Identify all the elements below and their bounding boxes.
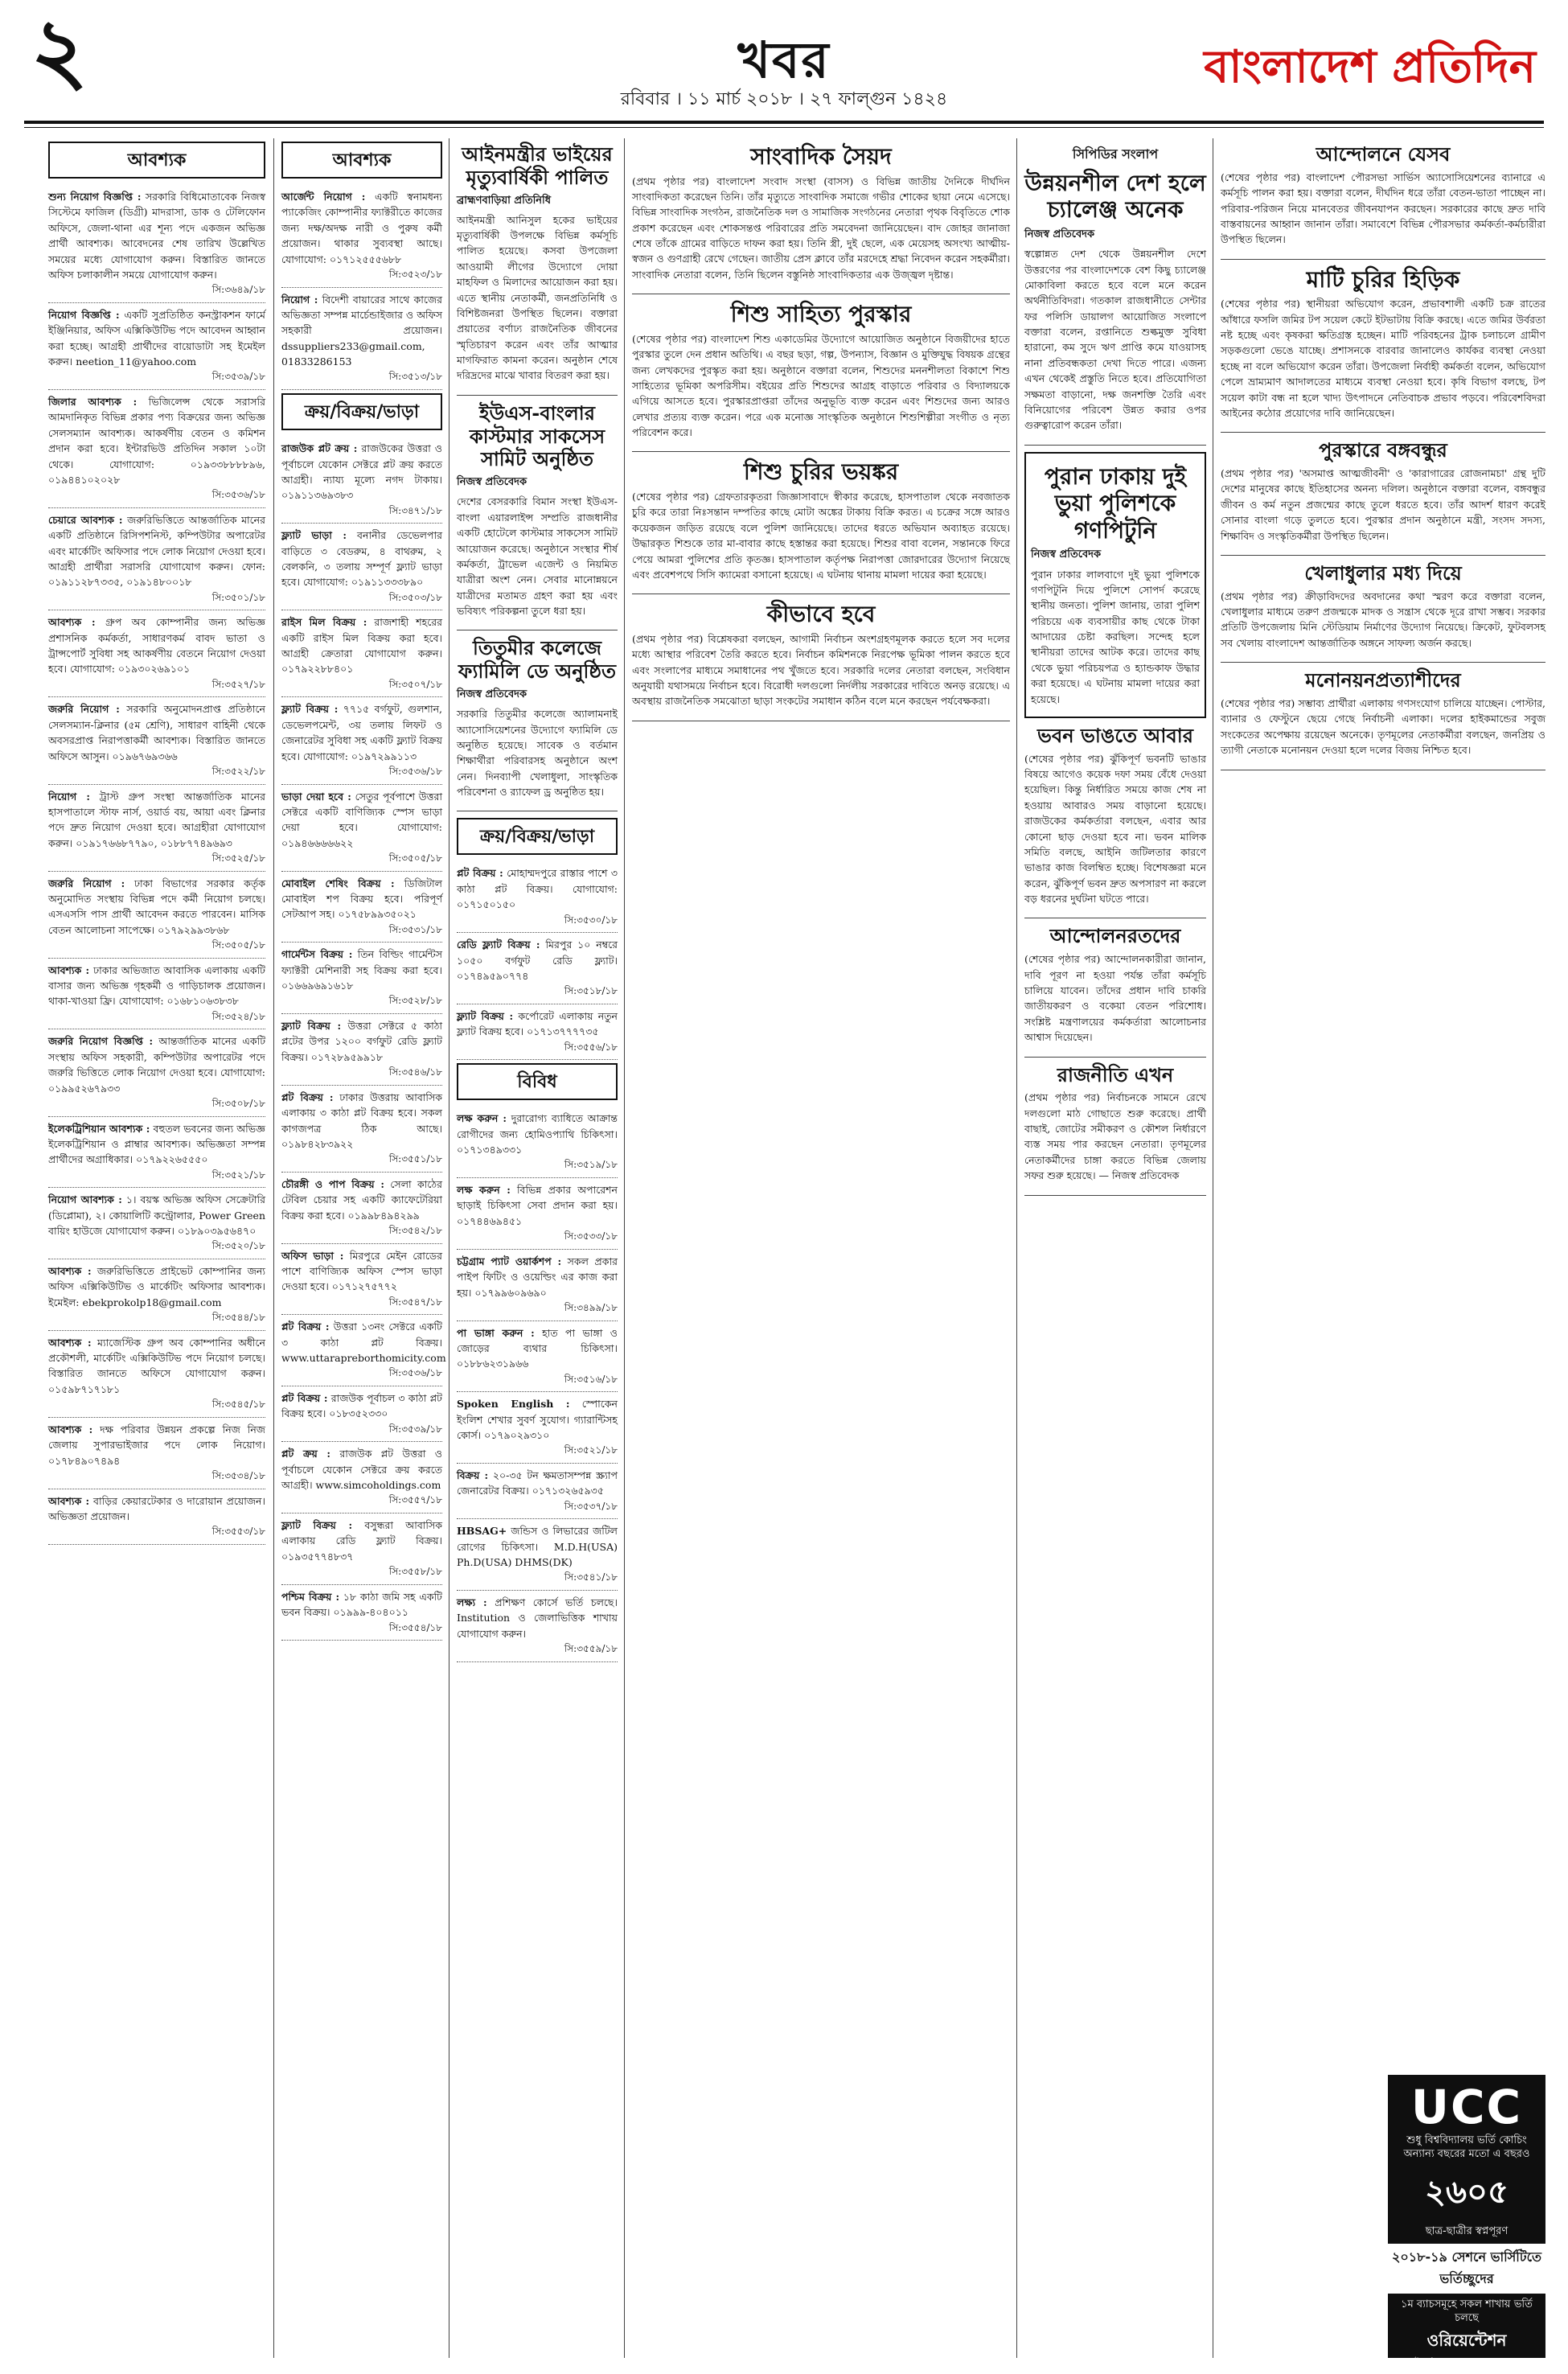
ad-text: ঢাকা বিভাগের সরকার কর্তৃক অনুমোদিত সংস্থায় বিভিন্ন পদে কর্মী নিয়োগ চলছে। এসএসসি পাস প্রার্থী আবেদন করতে পারবেন। মাসিক বেতন আলোচনা সাপেক্ষে। ০১৭৯২৯৯৩৮৬৮	[48, 877, 265, 936]
ad-code: সি:৩৫২৪/১৮	[211, 1010, 265, 1022]
ad-text: সরকারি অনুমোদনপ্রাপ্ত প্রতিষ্ঠানে সেলসম্যান-ক্লিনার (৫ম শ্রেণি), সাধারণ বাহিনী থেকে অবসরপ্রাপ্ত নিরাপত্তাকর্মী আবশ্যক। বিস্তারিত জানতে অফিসে আসুন। ০১৯৬৭৬৯৩৬৬	[48, 703, 265, 762]
classified-ad	[457, 1392, 618, 1464]
classified-ad	[281, 1442, 442, 1514]
ad-text: দক্ষ পরিবার উন্নয়ন প্রকল্পে নিজ নিজ জেলায় সুপারভাইজার পদে লোক নিয়োগ। ০১৭৮৪৯০৭৪৯৪	[48, 1423, 265, 1467]
ad-text: উত্তরা সেক্টরে ৫ কাঠা প্লটের উপর ১২০০ বর্গফুট রেডি ফ্ল্যাট বিক্রয়। ০১৭২৮৯৫৯৯১৮	[281, 1020, 443, 1063]
ad-code: সি:৩৫০৭/১৮	[388, 678, 442, 690]
ad-lead: জরুরি নিয়োগ :	[48, 877, 125, 889]
ucc-hotline: হট লাইন: 01847066362-71	[1410, 2357, 1524, 2368]
ad-lead: নিয়োগ আবশ্যক :	[48, 1193, 122, 1206]
ad-text: রাজউক প্লট উত্তরা ও পূর্বাচলে যেকোন সেক্টরে ক্রয় করতে আগ্রহী। www.simcoholdings.com	[281, 1448, 442, 1492]
classified-ad	[457, 1519, 618, 1591]
news-story	[1024, 452, 1206, 718]
ucc-tagline: শুধু বিশ্ববিদ্যালয় ভর্তি কোচিং	[1406, 2134, 1527, 2146]
ad-code: সি:৩৫২৭/১৮	[211, 678, 265, 690]
news-story	[1024, 1064, 1206, 1196]
story-body: (শেষের পৃষ্ঠার পর) বাংলাদেশ শিশু একাডেমির উদ্যোগে আয়োজিত অনুষ্ঠানে বিজয়ীদের হাতে পুরস্কার তুলে দেন প্রধান অতিথি। এ বছর ছড়া, গল্প, উপন্যাস, বিজ্ঞান ও মুক্তিযুদ্ধ বিষয়ক গ্রন্থের জন্য লেখকদের পুরস্কৃত করা হয়। অনুষ্ঠানে বক্তারা বলেন, শিশুদের মননশীলতা বিকাশে শিশু সাহিত্যের ভূমিকা অপরিসীম। বইয়ের প্রতি শিশুদের আগ্রহ বাড়াতে পরিবার ও বিদ্যালয়কে এগিয়ে আসতে হবে। পুরস্কারপ্রাপ্তরা তাঁদের অনুভূতি ব্যক্ত করেন এবং শিশুদের জন্য আরও লেখার প্রত্যয় ব্যক্ত করেন। পরে এক মনোজ্ঞ সাংস্কৃতিক অনুষ্ঠানে শিশুশিল্পীরা সংগীত ও নৃত্য পরিবেশন করে।	[632, 332, 1010, 439]
ad-code: সি:৩৫০৫/১৮	[211, 939, 265, 951]
story-headline: আইনমন্ত্রীর ভাইয়ের মৃত্যুবার্ষিকী পালিত	[462, 142, 613, 189]
ad-text: মিরপুর ১০ নম্বরে ১০৫০ বর্গফুট রেডি ফ্ল্যাট। ০১৭৪৯৫৯০৭৭৪	[457, 939, 618, 982]
ad-text: সকল প্রকার পাইপ ফিটিং ও ওয়েল্ডিং এর কাজ করা হয়। ০১৭৯৯৬০৯৬৯০	[457, 1255, 618, 1299]
classified-ad	[281, 185, 442, 287]
ad-text: আন্তর্জাতিক মানের একটি সংস্থায় অফিস সহকারী, কম্পিউটার অপারেটর পদে জরুরি ভিত্তিতে লোক নিয়োগ দেওয়া হবে। যোগাযোগ: ০১৯৯৫২৬৭৯৩৩	[48, 1035, 265, 1095]
classified-ad	[457, 1464, 618, 1519]
story-body: পুরান ঢাকার লালবাগে দুই ভুয়া পুলিশকে গণপিটুনি দিয়ে পুলিশে সোপর্দ করেছে স্থানীয় জনতা। পুলিশ জানায়, তারা পুলিশ পরিচয়ে এক ব্যবসায়ীর কাছ থেকে টাকা আদায়ের চেষ্টা করছিল। সন্দেহ হলে স্থানীয়রা তাদের আটক করে। তাদের কাছ থেকে ভুয়া পরিচয়পত্র ও হ্যান্ডকাফ উদ্ধার করা হয়েছে। এ ঘটনায় মামলা দায়ের করা হয়েছে।	[1031, 568, 1200, 705]
ad-lead: ফ্ল্যাট বিক্রয় :	[281, 1519, 353, 1532]
ad-text: রাজউকের উত্তরা ও পূর্বাচলে যেকোন সেক্টরে প্লট ক্রয় করতে আগ্রহী। ন্যায্য মূল্যে নগদ টাকায়। ০১৯১১৩৬৯৩৮৩	[281, 442, 442, 502]
ad-lead: লক্ষ করুন :	[457, 1184, 511, 1197]
classified-ad	[281, 1315, 446, 1386]
story-headline: ভবন ভাঙতে আবার	[1037, 723, 1193, 747]
ad-text: ট্রাস্ট গ্রুপ সংস্থা আন্তর্জাতিক মানের হাসপাতালে স্টাফ নার্স, ওয়ার্ড বয়, আয়া এবং ক্লিনার পদে দ্রুত নিয়োগ দেওয়া হবে। আগ্রহীরা যোগাযোগ করুন। ০১৯১৭৬৬৮৭৭৯০, ০১৮৮৭৭৪৯৬৯৩	[48, 790, 265, 849]
story-body: সরকারি তিতুমীর কলেজে অ্যালামনাই অ্যাসোসিয়েশনের উদ্যোগে ফ্যামিলি ডে অনুষ্ঠিত হয়েছে। সাবেক ও বর্তমান শিক্ষার্থীরা পরিবারসহ অনুষ্ঠানে অংশ নেন। দিনব্যাপী খেলাধুলা, সাংস্কৃতিক পরিবেশনা ও র‌্যাফেল ড্র অনুষ্ঠিত হয়।	[457, 708, 618, 798]
story-headline: আন্দোলনরতদের	[1049, 924, 1181, 948]
classified-ad	[48, 785, 265, 872]
classified-ad	[48, 1117, 265, 1189]
ad-text: সেলা কাঠের টেবিল চেয়ার সহ একটি ক্যাফেটেরিয়া বিক্রয় করা হবে। ০১৯৯৮৪৯৪২৯৯	[281, 1177, 442, 1222]
classified-column-1	[48, 138, 265, 2358]
ad-lead: আবশ্যক :	[48, 616, 96, 629]
section-title: খবর	[737, 31, 831, 89]
story-body: (প্রথম পৃষ্ঠার পর) বিশ্লেষকরা বলছেন, আগামী নির্বাচন অংশগ্রহণমূলক করতে হলে সব দলের মধ্যে আস্থার পরিবেশ তৈরি করতে হবে। নির্বাচন কমিশনকে নিরপেক্ষ ভূমিকা পালন করতে হবে এবং সংলাপের মাধ্যমে সমাধানের পথ খুঁজতে হবে। সরকারি দলের নেতারা বলছেন, সংবিধান অনুযায়ী যথাসময়ে নির্বাচন হবে। বিরোধী দলগুলো নির্দলীয় সরকারের দাবিতে অনড় রয়েছে। এ অবস্থায় রাজনৈতিক সমঝোতা ছাড়া সংকটের সমাধান কঠিন বলে মনে করছেন পর্যবেক্ষকরা।	[632, 632, 1010, 708]
ad-text: স্পোকেন ইংলিশ শেখার সুবর্ণ সুযোগ। গ্যারান্টিসহ কোর্স। ০১৭৯০২৯৩১০	[457, 1398, 618, 1441]
category-heading: ক্রয়/বিক্রয়/ভাড়া	[457, 818, 618, 855]
ad-code: সি:৩৫৪৪/১৮	[211, 1312, 265, 1324]
ucc-admission-line: ১ম ব্যাচসমূহে সকল শাখায় ভর্তি চলছে	[1401, 2298, 1533, 2324]
ad-text: মিরপুরে মেইন রোডের পাশে বাণিজ্যিক অফিস স্পেস ভাড়া দেওয়া হবে। ০১৭১২৭৫৭৭২	[281, 1249, 442, 1293]
ad-lead: ইলেকট্রিশিয়ান আবশ্যক :	[48, 1122, 150, 1135]
ad-lead: প্লট বিক্রয় :	[281, 1392, 328, 1404]
story-headline: পুরস্কারে বঙ্গবন্ধুর	[1319, 438, 1447, 462]
news-story	[1221, 562, 1545, 663]
ad-text: উত্তরা ১৩নং সেক্টরে একটি ৩ কাঠা প্লট বিক্রয়। www.uttarapreborthomicity.com	[281, 1320, 446, 1365]
classified-ad	[48, 1489, 265, 1545]
story-headline: সাংবাদিক সৈয়দ	[750, 143, 892, 170]
ad-code: সি:৩৫০১/১৮	[211, 591, 265, 603]
story-headline: রাজনীতি এখন	[1057, 1062, 1174, 1086]
masthead	[0, 0, 1568, 129]
ad-lead: লক্ষ্য :	[457, 1596, 487, 1608]
ad-lead: Spoken English :	[457, 1398, 570, 1411]
ad-text: ১। বয়স্ক অভিজ্ঞ অফিস সেক্রেটারি (ডিপ্লোমা), ২। কোয়ালিটি কন্ট্রোলার, Power Green বায়িং হাউজে যোগাযোগ করুন। ০১৮৯০৩৯৫৬৪৭০	[48, 1193, 265, 1237]
classified-column-2	[281, 138, 446, 2358]
classified-ad	[281, 1386, 442, 1442]
ad-lead: ফ্ল্যাট বিক্রয় :	[281, 1020, 342, 1033]
classified-ad	[281, 1086, 442, 1173]
story-body: (শেষের পৃষ্ঠার পর) সম্ভাব্য প্রার্থীরা এলাকায় গণসংযোগ চালিয়ে যাচ্ছেন। পোস্টার, ব্যানার ও ফেস্টুনে ছেয়ে গেছে নির্বাচনী এলাকা। দলের হাইকমান্ডের সবুজ সংকেতের অপেক্ষায় রয়েছেন অনেকে। তৃণমূলের নেতাকর্মীরা বলছেন, জনপ্রিয় ও ত্যাগী নেতাকে মনোনয়ন দেওয়া হলে দলের বিজয় নিশ্চিত হবে।	[1221, 697, 1545, 757]
story-body: (শেষের পৃষ্ঠার পর) ঝুঁকিপূর্ণ ভবনটি ভাঙার বিষয়ে আগেও কয়েক দফা সময় বেঁধে দেওয়া হয়েছিল। কিন্তু নির্ধারিত সময়ে কাজ শেষ না হওয়ায় আবারও সময় বাড়ানো হয়েছে। রাজউকের কর্মকর্তারা বলছেন, এবার আর কোনো ছাড় দেওয়া হবে না। ভবন মালিক সমিতি বলছে, আইনি জটিলতার কারণে ভাঙার কাজ বিলম্বিত হচ্ছে। বিশেষজ্ঞরা মনে করেন, ঝুঁকিপূর্ণ ভবন দ্রুত অপসারণ না করলে বড় ধরনের দুর্ঘটনা ঘটতে পারে।	[1024, 752, 1206, 906]
ad-code: সি:৩৫২৮/১৮	[388, 995, 442, 1007]
ad-lead: ফ্ল্যাট বিক্রয় :	[457, 1009, 514, 1022]
column-divider	[1016, 138, 1017, 2358]
story-headline: শিশু সাহিত্য পুরস্কার	[730, 301, 912, 328]
ad-code: সি:৩৫১৩/১৮	[388, 371, 442, 383]
classified-ad	[48, 390, 265, 508]
ad-text: জরুরিভিত্তিতে আন্তর্জাতিক মানের একটি প্রতিষ্ঠানে রিসিপশনিস্ট, কম্পিউটার অপারেটর এবং মার্কেটিং অফিসার পদে লোক নিয়োগ দেওয়া হবে। আগ্রহী প্রার্থীরা সরাসরি যোগাযোগ করুন। ফোন: ০১৯১১২৮৭৩৩৫, ০১৯১৪৮০০১৮	[48, 513, 265, 589]
ad-lead: জিলার আবশ্যক :	[48, 396, 138, 409]
ad-lead: আবশ্যক :	[48, 1423, 93, 1435]
ad-lead: প্লট ক্রয় :	[281, 1448, 331, 1460]
ad-lead: HBSAG+	[457, 1525, 507, 1538]
ad-lead: নিয়োগ :	[281, 293, 318, 306]
ad-code: সি:৩৫৩৬/১৮	[388, 1367, 442, 1379]
classified-ad	[457, 1004, 618, 1060]
ad-code: সি:৩৫৪২/১৮	[388, 1224, 442, 1236]
news-story	[1221, 143, 1545, 260]
ad-code: সি:৩৫৪১/১৮	[564, 1571, 618, 1583]
ad-code: সি:৩৪৭১/১৮	[388, 504, 442, 516]
story-headline: খেলাধুলার মধ্য দিয়ে	[1304, 561, 1462, 585]
ad-text: বাড়ির কেয়ারটেকার ও দারোয়ান প্রয়োজন। অভিজ্ঞতা প্রয়োজন।	[48, 1494, 265, 1522]
ad-code: সি:৩৫৩৭/১৮	[564, 1500, 618, 1512]
classified-ad	[281, 1014, 442, 1086]
ad-lead: আবশ্যক :	[48, 1336, 92, 1349]
ad-text: জরুরিভিত্তিতে প্রাইভেট কোম্পানির জন্য অফিস এক্সিকিউটিভ ও মার্কেটিং অফিসার আবশ্যক। ইমেইল: ebekprokolp18@gmail.com	[48, 1264, 265, 1308]
ad-code: সি:৩৫৫৪/১৮	[388, 1621, 442, 1633]
ad-text: ডিজিটাল মোবাইল শপ বিক্রয় হবে। পরিপূর্ণ সেটআপ সহ। ০১৭৫৮৯৯৩৫০২১	[281, 877, 442, 921]
story-headline: ইউএস-বাংলার কাস্টমার সাকসেস সামিট অনুষ্ঠিত	[469, 400, 605, 471]
ad-lead: রেডি ফ্ল্যাট বিক্রয় :	[457, 939, 540, 951]
ad-code: সি:৩৫০৫/১৮	[388, 852, 442, 864]
ad-lead: প্লট বিক্রয় :	[457, 867, 503, 880]
ad-text: সেতুর পূর্বপাশে উত্তরা সেক্টরে একটি বাণিজ্যিক স্পেস ভাড়া দেয়া হবে। যোগাযোগ: ০১৯৪৬৬৬৬৬২২	[281, 790, 442, 849]
classified-ad	[281, 872, 442, 943]
ad-text: রাজউক পূর্বাচল ৩ কাঠা প্লট বিক্রয় হবে। ০১৮৩৫২৩৩০	[281, 1392, 442, 1420]
ad-code: সি:৩৫৩৯/১৮	[388, 1423, 442, 1435]
ad-text: বিদেশী বায়ারের সাথে কাজের অভিজ্ঞতা সম্পন্ন মার্চেন্ডাইজার ও অফিস সহকারী প্রয়োজন। dssuppliers233@gmail.com, 01833286153	[281, 293, 442, 368]
news-story	[1221, 669, 1545, 770]
ad-lead: অফিস ভাড়া :	[281, 1249, 344, 1262]
ad-lead: চৌরঙ্গী ও পাপ বিক্রয় :	[281, 1177, 384, 1190]
story-headline: উন্নয়নশীল দেশ হলে চ্যালেঞ্জ অনেক	[1024, 169, 1206, 224]
ad-lead: চট্টগ্রাম প্যাট ওয়ার্কশপ :	[457, 1255, 562, 1267]
news-story	[1024, 725, 1206, 919]
classified-ad	[281, 1585, 442, 1641]
ad-code: সি:৩৫৩৬/১৮	[388, 765, 442, 777]
ad-code: সি:৩৫৪৭/১৮	[388, 1296, 442, 1308]
story-byline: নিজস্ব প্রতিবেদক	[1024, 228, 1095, 240]
ad-code: সি:৩৫২১/১৮	[211, 1169, 265, 1181]
classified-ad	[48, 959, 265, 1030]
ad-lead: ফ্ল্যাট ভাড়া :	[281, 529, 347, 542]
classified-ad	[457, 1107, 618, 1178]
ad-lead: আবশ্যক :	[48, 1264, 92, 1277]
classified-ad	[281, 524, 442, 610]
masthead-rule-thin	[24, 127, 1544, 128]
ad-code: সি:৩৬৪৯/১৮	[211, 284, 265, 296]
ad-text: গ্রুপ অব কোম্পানীর জন্য অভিজ্ঞ প্রশাসনিক কর্মকর্তা, সাধারণকর্ম বাবদ ভাতা ও ট্রান্সপোর্ট সুবিধা সহ আকর্ষণীয় বেতনে নিয়োগ দেওয়া হবে। যোগাযোগ: ০১৯৩০২৬৯১০১	[48, 616, 265, 676]
ad-lead: আবশ্যক :	[48, 1494, 90, 1507]
ad-code: সি:৩৫৪৬/১৮	[388, 1066, 442, 1078]
ad-code: সি:৩৪৯৯/১৮	[564, 1301, 618, 1313]
ucc-orientation: ওরিয়েন্টেশন	[1426, 2331, 1507, 2351]
ad-lead: পশ্চিম বিক্রয় :	[281, 1590, 340, 1603]
ad-lead: বিক্রয় :	[457, 1468, 489, 1481]
column-divider	[273, 138, 274, 2358]
classified-ad	[281, 1244, 442, 1316]
news-story	[1024, 145, 1206, 446]
ad-lead: নিয়োগ বিজ্ঞপ্তি :	[48, 308, 120, 321]
classified-ad	[457, 1321, 618, 1393]
news-story	[632, 143, 1010, 294]
ad-text: ২০-৩৫ টন ক্ষমতাসম্পন্ন স্ক্র্যাপ জেনারেটর বিক্রয়। ০১৭১৩২৬৫৯৩৫	[457, 1468, 618, 1497]
story-byline: ব্রাহ্মণবাড়িয়া প্রতিনিধি	[457, 194, 552, 207]
news-story	[632, 301, 1010, 452]
story-body: (প্রথম পৃষ্ঠার পর) ক্রীড়াবিদদের অবদানের কথা স্মরণ করে বক্তারা বলেন, খেলাধুলার মাধ্যমে তরুণ প্রজন্মকে মাদক ও সন্ত্রাস থেকে দূরে রাখা সম্ভব। সরকার প্রতিটি উপজেলায় মিনি স্টেডিয়াম নির্মাণের উদ্যোগ নিয়েছে। ক্রিকেট, ফুটবলসহ সব খেলায় বাংলাদেশ আন্তর্জাতিক অঙ্গনে সাফল্য অর্জন করছে।	[1221, 589, 1545, 649]
ad-code: সি:৩৫৩১/১৮	[388, 923, 442, 935]
story-body: আইনমন্ত্রী আনিসুল হকের ভাইয়ের মৃত্যুবার্ষিকী উপলক্ষে বিভিন্ন কর্মসূচি পালিত হয়েছে। কসবা উপজেলা আওয়ামী লীগের উদ্যোগে দোয়া মাহফিল ও মিলাদের আয়োজন করা হয়। এতে স্থানীয় নেতাকর্মী, জনপ্রতিনিধি ও বিশিষ্টজনরা উপস্থিত ছিলেন। বক্তারা প্রয়াতের বর্ণাঢ্য রাজনৈতিক জীবনের স্মৃতিচারণ করেন এবং তাঁর আত্মার মাগফিরাত কামনা করেন। অনুষ্ঠান শেষে দরিদ্রদের মাঝে খাবার বিতরণ করা হয়।	[457, 213, 618, 382]
classified-ad	[48, 508, 265, 610]
classified-ad	[48, 872, 265, 959]
ad-code: সি:৩৫২৩/১৮	[388, 268, 442, 280]
ad-text: ১৮ কাঠা জমি সহ একটি ভবন বিক্রয়। ০১৯৯৯-৪০৪০১১	[281, 1590, 442, 1619]
story-body: স্বল্পোন্নত দেশ থেকে উন্নয়নশীল দেশে উত্তরণের পর বাংলাদেশকে বেশ কিছু চ্যালেঞ্জ মোকাবিলা করতে হবে বলে মনে করেন অর্থনীতিবিদরা। গতকাল রাজধানীতে সেন্টার ফর পলিসি ডায়ালগ আয়োজিত সংলাপে বক্তারা বলেন, রপ্তানিতে শুল্কমুক্ত সুবিধা হারানো, কম সুদে ঋণ প্রাপ্তি কমে যাওয়াসহ নানা প্রতিবন্ধকতা দেখা দিতে পারে। এজন্য এখন থেকেই প্রস্তুতি নিতে হবে। প্রতিযোগিতা সক্ষমতা বাড়ানো, দক্ষ জনশক্তি তৈরি এবং বিনিয়োগের পরিবেশ উন্নত করার ওপর গুরুত্বারোপ করেন তাঁরা।	[1024, 248, 1206, 432]
ad-lead: গার্মেন্টস বিক্রয় :	[281, 948, 353, 961]
story-body: (প্রথম পৃষ্ঠার পর) নির্বাচনকে সামনে রেখে দলগুলো মাঠ গোছাতে শুরু করেছে। প্রার্থী বাছাই, জোটের সমীকরণ ও কৌশল নির্ধারণে ব্যস্ত সময় পার করছেন নেতারা। তৃণমূলের নেতাকর্মীদের চাঙ্গা করতে বিভিন্ন জেলায় সফর শুরু হয়েছে। — নিজস্ব প্রতিবেদক	[1024, 1091, 1206, 1182]
classified-ad	[457, 1591, 618, 1662]
ad-code: সি:৩৫১৮/১৮	[564, 985, 618, 997]
classified-ad	[281, 697, 442, 784]
ad-lead: লক্ষ করুন :	[457, 1112, 507, 1125]
ad-text: কর্পোরেট এলাকায় নতুন ফ্ল্যাট বিক্রয় হবে। ০১৭১৩৭৭৭৭৩৫	[457, 1009, 618, 1038]
news-story	[1221, 439, 1545, 556]
ad-code: সি:৩৫২০/১৮	[211, 1240, 265, 1252]
ad-text: প্রশিক্ষণ কোর্সে ভর্তি চলছে। Institution ও জেলাভিত্তিক শাখায় যোগাযোগ করুন।	[457, 1596, 618, 1640]
classified-ad	[457, 933, 618, 1004]
ad-text: দুরারোগ্য ব্যাধিতে আক্রান্ত রোগীদের জন্য হোমিওপ্যাথি চিকিৎসা। ০১৭১৩৪৯৩৩১	[457, 1112, 618, 1156]
story-byline: নিজস্ব প্রতিবেদক	[457, 476, 527, 489]
ad-lead: শুন্য নিয়োগ বিজ্ঞপ্তি :	[48, 191, 142, 203]
story-headline: মাটি চুরির হিড়িক	[1306, 265, 1460, 293]
masthead-rule	[24, 121, 1544, 124]
ad-text: বিভিন্ন প্রকার অপারেশন ছাড়াই চিকিৎসা সেবা প্রদান করা হয়। ০১৭৪৪৬৯৪৫১	[457, 1184, 618, 1227]
story-headline: কীভাবে হবে	[766, 601, 876, 628]
ad-code: সি:৩৫৫১/১৮	[388, 1153, 442, 1165]
classified-ad	[48, 303, 265, 390]
story-body: (প্রথম পৃষ্ঠার পর) বাংলাদেশ সংবাদ সংস্থা (বাসস) ও বিভিন্ন জাতীয় দৈনিকে দীর্ঘদিন সাংবাদিকতা করেছেন তিনি। তাঁর মৃত্যুতে সাংবাদিক সমাজে গভীর শোকের ছায়া নেমে এসেছে। বিভিন্ন সাংবাদিক সংগঠন, রাজনৈতিক দল ও সামাজিক সংগঠনের নেতারা পৃথক বিবৃতিতে শোক প্রকাশ করেছেন এবং শোকসন্তপ্ত পরিবারের প্রতি সমবেদনা জানিয়েছেন। বাদ জোহর জানাজা শেষে তাঁকে গ্রামের বাড়িতে দাফন করা হয়। তিনি স্ত্রী, দুই ছেলে, এক মেয়েসহ অসংখ্য আত্মীয়-স্বজন ও গুণগ্রাহী রেখে গেছেন। জাতীয় প্রেস ক্লাবে তাঁর মরদেহে শ্রদ্ধা নিবেদন করেন সহকর্মীরা। সাংবাদিক নেতারা বলেন, তিনি ছিলেন বস্তুনিষ্ঠ সাংবাদিকতার এক উজ্জ্বল দৃষ্টান্ত।	[632, 175, 1010, 281]
ad-lead: প্লট বিক্রয় :	[281, 1320, 330, 1333]
story-headline: মনোনয়নপ্রত্যাশীদের	[1305, 668, 1461, 692]
ad-code: সি:৩৫১৯/১৮	[564, 1159, 618, 1171]
classified-ad	[48, 185, 265, 303]
ad-text: ভিজিলেন্স থেকে সরাসরি আমদানিকৃত বিভিন্ন প্রকার পণ্য বিক্রয়ের জন্য অভিজ্ঞ সেলসম্যান আবশ্যক। আকর্ষণীয় বেতন ও কমিশন প্রদান করা হবে। ইন্টারভিউ প্রতিদিন সকাল ১০টা থেকে। যোগাযোগ: ০১৯৩৩৮৮৮৮৯৬, ০১৯৪৪১০২০২৮	[48, 396, 266, 486]
story-headline: তিতুমীর কলেজে ফ্যামিলি ডে অনুষ্ঠিত	[458, 636, 617, 684]
story-byline: নিজস্ব প্রতিবেদক	[457, 688, 527, 700]
story-body: দেশের বেসরকারি বিমান সংস্থা ইউএস-বাংলা এয়ারলাইন্স সম্প্রতি রাজধানীর একটি হোটেলে কাস্টমার সাকসেস সামিট আয়োজন করেছে। অনুষ্ঠানে সংস্থার শীর্ষ কর্মকর্তা, ট্রাভেল এজেন্ট ও নিয়মিত যাত্রীরা অংশ নেন। সেবার মানোন্নয়নে যাত্রীদের মতামত গ্রহণ করা হয় এবং ভবিষ্যৎ পরিকল্পনা তুলে ধরা হয়।	[457, 495, 618, 618]
classified-ad	[281, 1514, 442, 1585]
ad-text: ম্যাজেস্টিক গ্রুপ অব কোম্পানির অধীনে প্রকৌশলী, মার্কেটিং এক্সিকিউটিভ পদে নিয়োগ চলছে। বিস্তারিত জানতে অফিসে যোগাযোগ করুন। ০১৫৯৮৭১৭১৮১	[48, 1336, 265, 1395]
ad-code: সি:৩৫৫৩/১৮	[211, 1526, 265, 1538]
ad-code: সি:৩৫৩৬/১৮	[211, 489, 265, 501]
ad-lead: জরুরি নিয়োগ বিজ্ঞপ্তি :	[48, 1035, 154, 1048]
classified-ad	[281, 610, 442, 697]
ad-text: বহুতল ভবনের জন্য অভিজ্ঞ ইলেকট্রিশিয়ান ও প্লাম্বার আবশ্যক। অভিজ্ঞতা সম্পন্ন প্রার্থীদের অগ্রাধিকার। ০১৭৯২২৬৫৫৫০	[48, 1122, 265, 1166]
classified-ad	[457, 1250, 618, 1321]
classified-ad	[48, 1259, 265, 1331]
story-body: (শেষের পৃষ্ঠার পর) আন্দোলনকারীরা জানান, দাবি পূরণ না হওয়া পর্যন্ত তাঁরা কর্মসূচি চালিয়ে যাবেন। তাঁদের প্রধান দাবি চাকরি জাতীয়করণ ও বকেয়া বেতন পরিশোধ। সংশ্লিষ্ট মন্ত্রণালয়ের কর্মকর্তারা আলোচনার আশ্বাস দিয়েছেন।	[1024, 953, 1206, 1044]
ad-code: সি:৩৫০৩/১৮	[388, 591, 442, 603]
story-body: (শেষের পৃষ্ঠার পর) গ্রেফতারকৃতরা জিজ্ঞাসাবাদে স্বীকার করেছে, হাসপাতাল থেকে নবজাতক চুরি করে তারা নিঃসন্তান দম্পতির কাছে মোটা অঙ্কের টাকায় বিক্রি করত। এ চক্রের সঙ্গে আরও কয়েকজন জড়িত রয়েছে বলে পুলিশ জানিয়েছে। তাদের ধরতে অভিযান অব্যাহত রয়েছে। উদ্ধারকৃত শিশুকে তার মা-বাবার কাছে হস্তান্তর করা হয়েছে। শিশুর বাবা বলেন, সন্তানকে ফিরে পেয়ে আমরা পুলিশের প্রতি কৃতজ্ঞ। হাসপাতাল কর্তৃপক্ষ নিরাপত্তা জোরদারের উদ্যোগ নিয়েছে এবং প্রবেশপথে সিসি ক্যামেরা বসানো হয়েছে। এ ঘটনায় থানায় মামলা দায়ের করা হয়েছে।	[632, 491, 1010, 581]
ad-text: বসুন্ধরা আবাসিক এলাকায় রেডি ফ্ল্যাট বিক্রয়। ০১৯৩৫৭৭৪৮৩৭	[281, 1519, 442, 1563]
brand-logo: বাংলাদেশ প্রতিদিন	[1204, 41, 1536, 93]
ad-text: ৭৭১৫ বর্গফুট, গুলশান, ডেভেলপমেন্ট, ৩য় তলায় লিফট ও জেনারেটর সুবিধা সহ একটি ফ্ল্যাট বিক্রয় হবে। যোগাযোগ: ০১৯৭২৯৯১১৩	[281, 703, 442, 762]
story-headline: শিশু চুরির ভয়ঙ্কর	[743, 458, 899, 486]
classified-ad	[48, 1029, 265, 1116]
classified-ad	[48, 697, 265, 784]
news-story	[1221, 266, 1545, 433]
classified-ad	[281, 1173, 442, 1244]
classified-ad	[48, 1331, 265, 1418]
ad-code: সি:৩৫৩৪/১৮	[211, 1469, 265, 1481]
ad-text: জন্ডিস ও লিভারের জটিল রোগের চিকিৎসা। M.D.H(USA) Ph.D(USA) DHMS(DK)	[457, 1525, 618, 1569]
ad-lead: আবশ্যক :	[48, 963, 90, 976]
classified-ad	[281, 785, 442, 872]
ad-lead: নিয়োগ :	[48, 790, 90, 803]
ad-text: হাত পা ভাঙ্গা ও জোড়ের ব্যথার চিকিৎসা। ০১৮৮৬২৩১৯৬৬	[457, 1326, 618, 1370]
ad-code: সি:৩৫৩০/১৮	[564, 914, 618, 926]
ucc-success-count: ২৬০৫	[1425, 2173, 1508, 2211]
ad-code: সি:৩৫৫৬/১৮	[564, 1041, 618, 1053]
ad-text: বনানীর ডেভেলপার বাড়িতে ৩ বেডরুম, ৪ বাথরুম, ২ বেলকনি, ৩ তলায় সম্পূর্ণ ফ্ল্যাট ভাড়া হবে। যোগাযোগ: ০১৯১১৩৩৩৮৯০	[281, 529, 442, 589]
ad-text: একটি সুপ্রতিষ্ঠিত কনস্ট্রাকশন ফার্মে ইঞ্জিনিয়ার, অফিস এক্সিকিউটিভ পদে আবেদন আহ্বান করা হচ্ছে। আগ্রহী প্রার্থীদের বায়োডাটা সহ ইমেইল করুন। neetion_11@yahoo.com	[48, 308, 266, 368]
classified-ad	[457, 1178, 618, 1250]
ad-text: ঢাকার উত্তরায় আবাসিক এলাকায় ৩ কাঠা প্লট বিক্রয় হবে। সকল কাগজপত্র ঠিক আছে। ০১৯৮৪২৮৩৯২২	[281, 1090, 442, 1150]
ad-code: সি:৩৫৫৯/১৮	[564, 1643, 618, 1655]
story-headline: আন্দোলনে যেসব	[1316, 142, 1451, 166]
ad-lead: প্লট বিক্রয় :	[281, 1090, 334, 1103]
ad-code: সি:৩৫৫৮/১৮	[388, 1566, 442, 1578]
news-story	[632, 458, 1010, 594]
ucc-session-band: ২০১৮-১৯ সেশনে ভার্সিটিতে ভর্তিচ্ছুদের	[1388, 2244, 1545, 2294]
ad-lead: চেয়ারে আবশ্যক :	[48, 513, 123, 526]
news-story	[632, 601, 1010, 721]
ad-text: মোহাম্মদপুরে রাস্তার পাশে ৩ কাঠা প্লট বিক্রয়। যোগাযোগ: ০১৭১৫০১৫০	[457, 867, 618, 911]
classified-ad	[457, 861, 618, 933]
ad-lead: রাইস মিল বিক্রয় :	[281, 616, 367, 629]
ucc-logo: UCC	[1410, 2080, 1523, 2134]
ad-lead: জরুরি নিয়োগ :	[48, 703, 120, 716]
news-story	[457, 143, 618, 396]
news-column-4	[632, 138, 1010, 2358]
story-kicker: সিপিডির সংলাপ	[1072, 146, 1159, 162]
ucc-advertisement[interactable]	[1388, 2075, 1545, 2368]
ad-code: সি:৩৫২১/১৮	[564, 1444, 618, 1456]
ad-text: সরকারি বিধিমোতাবেক নিজস্ব সিস্টেমে ফাজিল (ডিগ্রী) মাদরাসা, ডাক ও টেলিফোন অফিসে, জেলা-থানা এর শূন্য পদে একজন অভিজ্ঞ প্রার্থী আবশ্যক। আবেদনের শেষ তারিখ উল্লেখিত সময়ের মধ্যে যোগাযোগ করুন। বিস্তারিত জানতে অফিস চলাকালীন সময়ে যোগাযোগ করুন।	[48, 191, 265, 281]
ad-lead: মোবাইল শেষিং বিক্রয় :	[281, 877, 395, 889]
category-heading: বিবিধ	[457, 1063, 618, 1100]
ad-lead: ভাড়া দেয়া হবে :	[281, 790, 351, 803]
classified-ad	[281, 437, 442, 524]
page-number: ২	[31, 0, 88, 102]
ad-code: সি:৩৫৫৭/১৮	[388, 1494, 442, 1506]
story-body: (শেষের পৃষ্ঠার পর) বাংলাদেশ পৌরসভা সার্ভিস অ্যাসোসিয়েশনের ব্যানারে এ কর্মসূচি পালন করা হয়। বক্তারা বলেন, দীর্ঘদিন ধরে তাঁরা বেতন-ভাতা পাচ্ছেন না। পরিবার-পরিজন নিয়ে মানবেতর জীবনযাপন করছেন। সরকারের কাছে দ্রুত দাবি বাস্তবায়নের আহ্বান জানান তাঁরা। সমাবেশে বিভিন্ন পৌরসভার কর্মকর্তা-কর্মচারীরা উপস্থিত ছিলেন।	[1221, 170, 1545, 246]
ucc-subline: অন্যান্য বছরের মতো এ বছরও	[1403, 2147, 1530, 2160]
ucc-success-label: ছাত্র-ছাত্রীর স্বপ্নপূরণ	[1425, 2224, 1508, 2237]
news-column-5	[1024, 138, 1206, 2358]
column-divider	[624, 138, 625, 2358]
story-headline: পুরান ঢাকায় দুই ভুয়া পুলিশকে গণপিটুনি	[1044, 462, 1187, 544]
ad-code: সি:৩৫১৬/১৮	[564, 1373, 618, 1385]
ad-text: তিন বিল্ডিং গার্মেন্টস ফ্যাক্টরী মেশিনারী সহ বিক্রয় করা হবে। ০১৬৬৯৬৯১৬১৮	[281, 948, 442, 992]
category-heading: ক্রয়/বিক্রয়/ভাড়া	[281, 393, 442, 430]
story-byline: নিজস্ব প্রতিবেদক	[1031, 548, 1102, 561]
news-story	[457, 402, 618, 631]
ad-code: সি:৩৫০৮/১৮	[211, 1097, 265, 1109]
classified-ad	[281, 288, 442, 390]
ad-text: ঢাকার অভিজাত আবাসিক এলাকায় একটি বাসার জন্য অভিজ্ঞ গৃহকর্মী ও গাড়িচালক প্রয়োজন। থাকা-খাওয়া ফ্রি। যোগাযোগ: ০১৬৮১০৬৩৮৩৮	[48, 963, 265, 1008]
ad-lead: পা ভাঙ্গা করুন :	[457, 1326, 535, 1339]
news-column-3	[457, 138, 618, 2358]
category-heading: আবশ্যক	[48, 142, 265, 179]
ad-text: রাজশাহী শহরের একটি রাইস মিল বিক্রয় করা হবে। আগ্রহী ক্রেতারা যোগাযোগ করুন। ০১৭৯২২৮৮৪০১	[281, 616, 443, 676]
dateline: রবিবার । ১১ মার্চ ২০১৮ । ২৭ ফাল্গুন ১৪২৪	[620, 89, 948, 109]
news-story	[457, 637, 618, 811]
news-column-6	[1221, 138, 1545, 2060]
category-heading: আবশ্যক	[281, 142, 442, 179]
ad-code: সি:৩৫৪৫/১৮	[211, 1399, 265, 1411]
story-body: (প্রথম পৃষ্ঠার পর) 'অসমাপ্ত আত্মজীবনী' ও 'কারাগারের রোজনামচা' গ্রন্থ দুটি দেশের মানুষের কাছে ইতিহাসের অনন্য দলিল। অনুষ্ঠানে বক্তারা বলেন, বঙ্গবন্ধুর জীবন ও কর্ম নতুন প্রজন্মের কাছে তুলে ধরতে হবে। তাঁর আদর্শ ধারণ করেই সোনার বাংলা গড়ে তুলতে হবে। পুরস্কার প্রদান অনুষ্ঠানে মন্ত্রী, সংসদ সদস্য, শিক্ষাবিদ ও সংস্কৃতিকর্মীরা উপস্থিত ছিলেন।	[1221, 467, 1545, 542]
classified-ad	[48, 610, 265, 697]
classified-ad	[48, 1188, 265, 1259]
ad-lead: ফ্ল্যাট বিক্রয় :	[281, 703, 339, 716]
news-story	[1024, 925, 1206, 1057]
story-body: (শেষের পৃষ্ঠার পর) স্থানীয়রা অভিযোগ করেন, প্রভাবশালী একটি চক্র রাতের আঁধারে ফসলি জমির টপ সয়েল কেটে ইটভাটায় বিক্রি করছে। এতে জমির উর্বরতা নষ্ট হচ্ছে এবং কৃষকরা ক্ষতিগ্রস্ত হচ্ছেন। মাটি পরিবহনের ট্রাক চলাচলে গ্রামীণ সড়কগুলো ভেঙে যাচ্ছে। প্রশাসনকে বারবার জানালেও কার্যকর ব্যবস্থা নেওয়া হচ্ছে না বলে অভিযোগ করেন তাঁরা। উপজেলা নির্বাহী কর্মকর্তা বলেন, অভিযোগ পেলে ভ্রাম্যমাণ আদালতের মাধ্যমে ব্যবস্থা নেওয়া হবে। কৃষি বিভাগ বলছে, টপ সয়েল কাটা বন্ধ না হলে খাদ্য উৎপাদনে নেতিবাচক প্রভাব পড়বে। পরিবেশবিদরা আইনের কঠোর প্রয়োগের দাবি জানিয়েছেন।	[1221, 298, 1545, 419]
ad-code: সি:৩৫২৫/১৮	[211, 852, 265, 865]
ad-code: সি:৩৫২২/১৮	[211, 765, 265, 777]
ad-code: সি:৩৫৩৩/১৮	[564, 1230, 618, 1242]
ad-text: একটি স্বনামধন্য প্যাকেজিং কোম্পানীর ফ্যাক্টরীতে কাজের জন্য দক্ষ/অদক্ষ নারী ও পুরুষ কর্মী প্রয়োজন। থাকার সুব্যবস্থা আছে। যোগাযোগ: ০১৭১২৫৫৫৬৮৮	[281, 191, 442, 265]
ad-lead: আর্জেন্ট নিয়োগ :	[281, 191, 366, 203]
ad-code: সি:৩৫৩৯/১৮	[211, 371, 265, 383]
classified-ad	[48, 1418, 265, 1489]
classified-ad	[281, 943, 442, 1014]
ad-lead: রাজউক প্লট ক্রয় :	[281, 442, 358, 455]
